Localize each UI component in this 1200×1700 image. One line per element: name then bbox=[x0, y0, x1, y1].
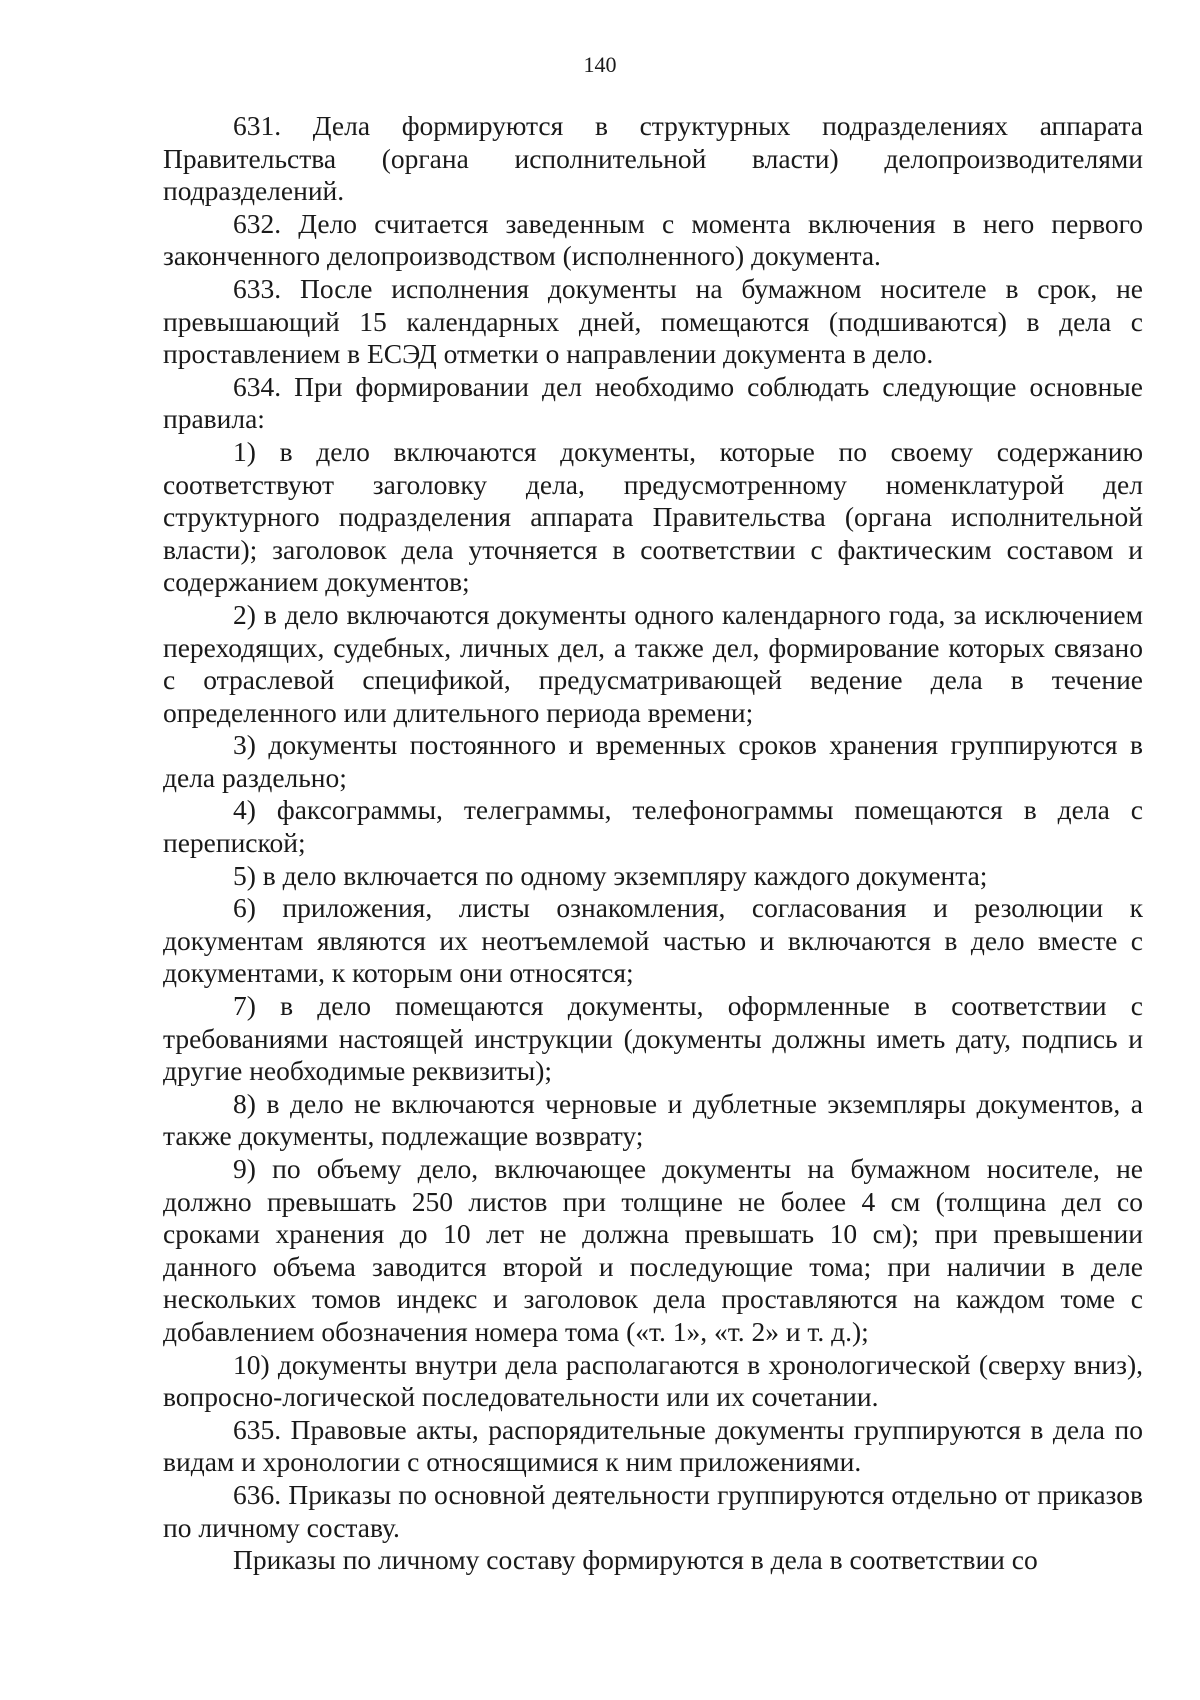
rule-item-3: 3) документы постоянного и временных сроков хранения группируются в дела раздельно; bbox=[163, 729, 1143, 793]
rule-item-1: 1) в дело включаются документы, которые по своему содержанию соответствуют заголовку дела, предусмотренному номенклатурой дел структурного подразделения аппарата Правительства (органа исполнительной власти); заголовок дела уточняется в соответствии с фактическим составом и содержанием документов; bbox=[163, 435, 1143, 598]
paragraph-633: 633. После исполнения документы на бумажном носителе в срок, не превышающий 15 календарных дней, помещаются (подшиваются) в дела с проставлением в ЕСЭД отметки о направлении документа в дело. bbox=[163, 272, 1143, 370]
rule-item-6: 6) приложения, листы ознакомления, согласования и резолюции к документам являются их неотъемлемой частью и включаются в дело вместе с документами, к которым они относятся; bbox=[163, 892, 1143, 989]
rule-item-8: 8) в дело не включаются черновые и дублетные экземпляры документов, а также документы, подлежащие возврату; bbox=[163, 1087, 1143, 1152]
paragraph-635: 635. Правовые акты, распорядительные документы группируются в дела по видам и хронологии с относящимися к ним приложениями. bbox=[163, 1413, 1143, 1478]
paragraph-636-continuation: Приказы по личному составу формируются в дела в соответствии со bbox=[233, 1544, 1038, 1576]
rule-item-5: 5) в дело включается по одному экземпляру каждого документа; bbox=[233, 859, 988, 891]
rule-item-10: 10) документы внутри дела располагаются в хронологической (сверху вниз), вопросно-логической последовательности или их сочетании. bbox=[163, 1348, 1143, 1413]
paragraph-632: 632. Дело считается заведенным с момента включения в него первого законченного делопроизводством (исполненного) документа. bbox=[163, 207, 1143, 272]
rule-item-7: 7) в дело помещаются документы, оформленные в соответствии с требованиями настоящей инструкции (документы должны иметь дату, подпись и другие необходимые реквизиты); bbox=[163, 990, 1143, 1087]
rule-item-2: 2) в дело включаются документы одного календарного года, за исключением переходящих, судебных, личных дел, а также дел, формирование которых связано с отраслевой спецификой, предусматривающей ведение дела в течение определенного или длительного периода времени; bbox=[163, 598, 1143, 728]
rule-item-4: 4) факсограммы, телеграммы, телефонограммы помещаются в дела с перепиской; bbox=[163, 794, 1143, 859]
document-body bbox=[163, 110, 1143, 1577]
paragraph-634: 634. При формировании дел необходимо соблюдать следующие основные правила: bbox=[163, 370, 1143, 435]
paragraph-636: 636. Приказы по основной деятельности группируются отдельно от приказов по личному составу. bbox=[163, 1478, 1143, 1543]
rule-item-9: 9) по объему дело, включающее документы на бумажном носителе, не должно превышать 250 листов при толщине не более 4 см (толщина дел со сроками хранения до 10 лет не должна превышать 10 см); при превышении данного объема заводится второй и последующие тома; при наличии в деле нескольких томов индекс и заголовок дела проставляются на каждом томе с добавлением обозначения номера тома («т. 1», «т. 2» и т. д.); bbox=[163, 1153, 1143, 1347]
paragraph-631: 631. Дела формируются в структурных подразделениях аппарата Правительства (органа исполнительной власти) делопроизводителями подразделений. bbox=[163, 110, 1143, 207]
page-number: 140 bbox=[583, 52, 617, 77]
